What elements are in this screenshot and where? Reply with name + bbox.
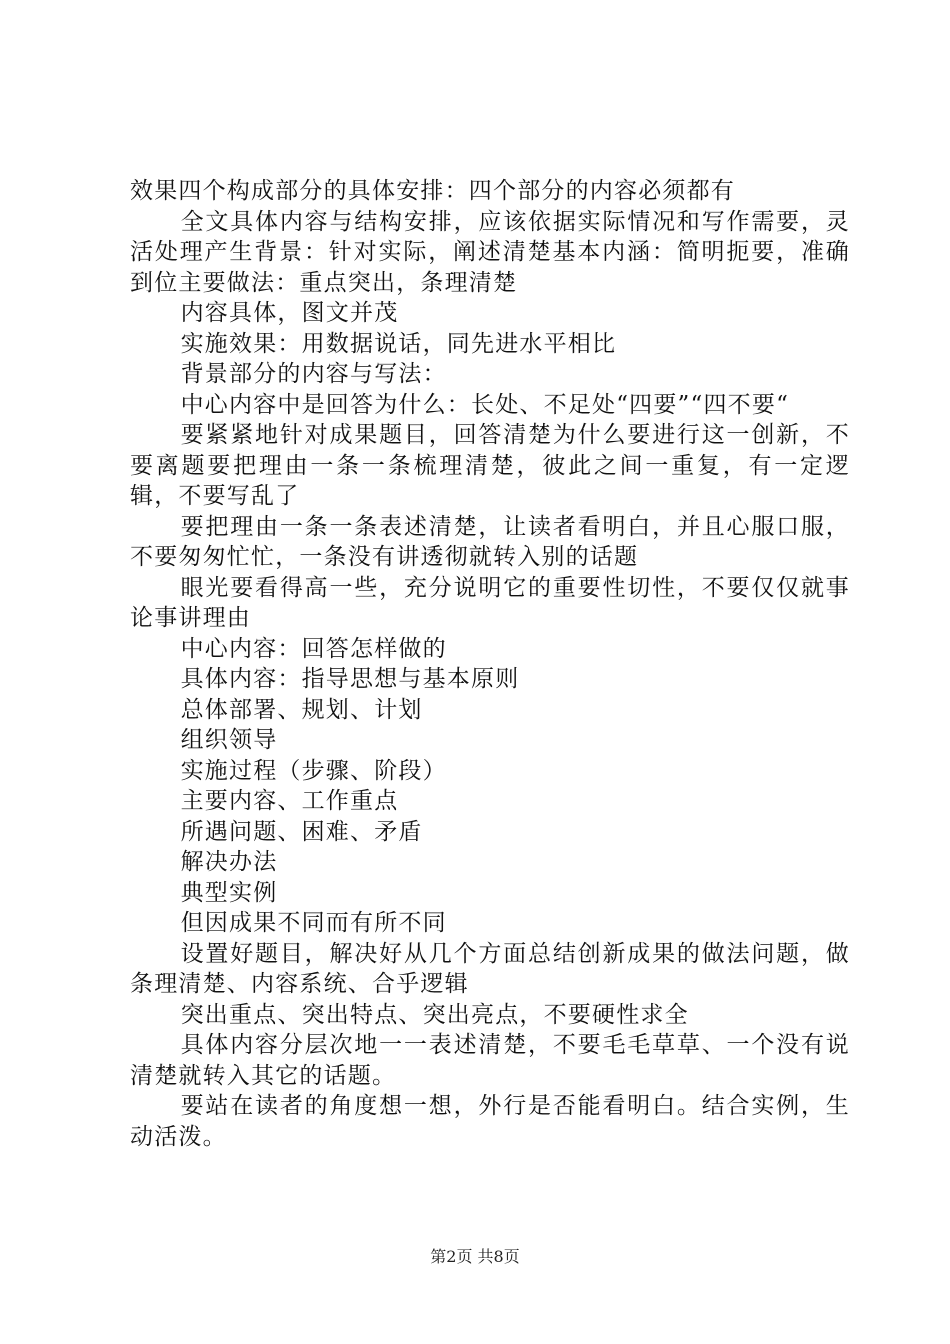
paragraph: 组织领导 bbox=[180, 727, 278, 753]
paragraph: 中心内容：回答怎样做的 bbox=[180, 635, 447, 662]
paragraph: 效果四个构成部分的具体安排：四个部分的内容必须都有 bbox=[130, 178, 735, 204]
paragraph: 具体内容：指导思想与基本原则 bbox=[180, 666, 520, 692]
paragraph: 所遇问题、困难、矛盾 bbox=[180, 818, 423, 845]
paragraph: 总体部署、规划、计划 bbox=[180, 696, 423, 723]
document-body bbox=[130, 176, 850, 1152]
paragraph: 解决办法 bbox=[180, 849, 278, 875]
paragraph: 要站在读者的角度想一想，外行是否能看明白。结合实例，生动活泼。 bbox=[130, 1093, 850, 1150]
paragraph: 要紧紧地针对成果题目，回答清楚为什么要进行这一创新，不要离题要把理由一条一条梳理清楚，彼此之间一重复，有一定逻辑，不要写乱了 bbox=[130, 422, 850, 509]
paragraph: 典型实例 bbox=[180, 879, 278, 906]
paragraph: 背景部分的内容与写法： bbox=[180, 361, 447, 387]
paragraph: 内容具体，图文并茂 bbox=[180, 300, 399, 326]
paragraph: 实施效果：用数据说话，同先进水平相比 bbox=[180, 330, 617, 357]
paragraph: 主要内容、工作重点 bbox=[180, 788, 399, 814]
paragraph: 实施过程（步骤、阶段） bbox=[180, 757, 447, 784]
paragraph: 但因成果不同而有所不同 bbox=[180, 910, 447, 936]
paragraph: 具体内容分层次地一一表述清楚，不要毛毛草草、一个没有说清楚就转入其它的话题。 bbox=[130, 1032, 850, 1089]
paragraph: 突出重点、突出特点、突出亮点，不要硬性求全 bbox=[180, 1001, 689, 1028]
page-footer: 第2页 共8页 bbox=[430, 1247, 520, 1266]
paragraph: 眼光要看得高一些，充分说明它的重要性切性，不要仅仅就事论事讲理由 bbox=[130, 574, 850, 631]
paragraph: 设置好题目，解决好从几个方面总结创新成果的做法问题，做条理清楚、内容系统、合乎逻辑 bbox=[130, 940, 850, 997]
paragraph: 要把理由一条一条表述清楚，让读者看明白，并且心服口服，不要匆匆忙忙，一条没有讲透彻就转入别的话题 bbox=[130, 513, 850, 570]
paragraph: 中心内容中是回答为什么：长处、不足处“四要”“四不要“ bbox=[180, 391, 790, 418]
paragraph: 全文具体内容与结构安排，应该依据实际情况和写作需要，灵活处理产生背景：针对实际，阐述清楚基本内涵：简明扼要，准确到位主要做法：重点突出，条理清楚 bbox=[130, 208, 850, 296]
